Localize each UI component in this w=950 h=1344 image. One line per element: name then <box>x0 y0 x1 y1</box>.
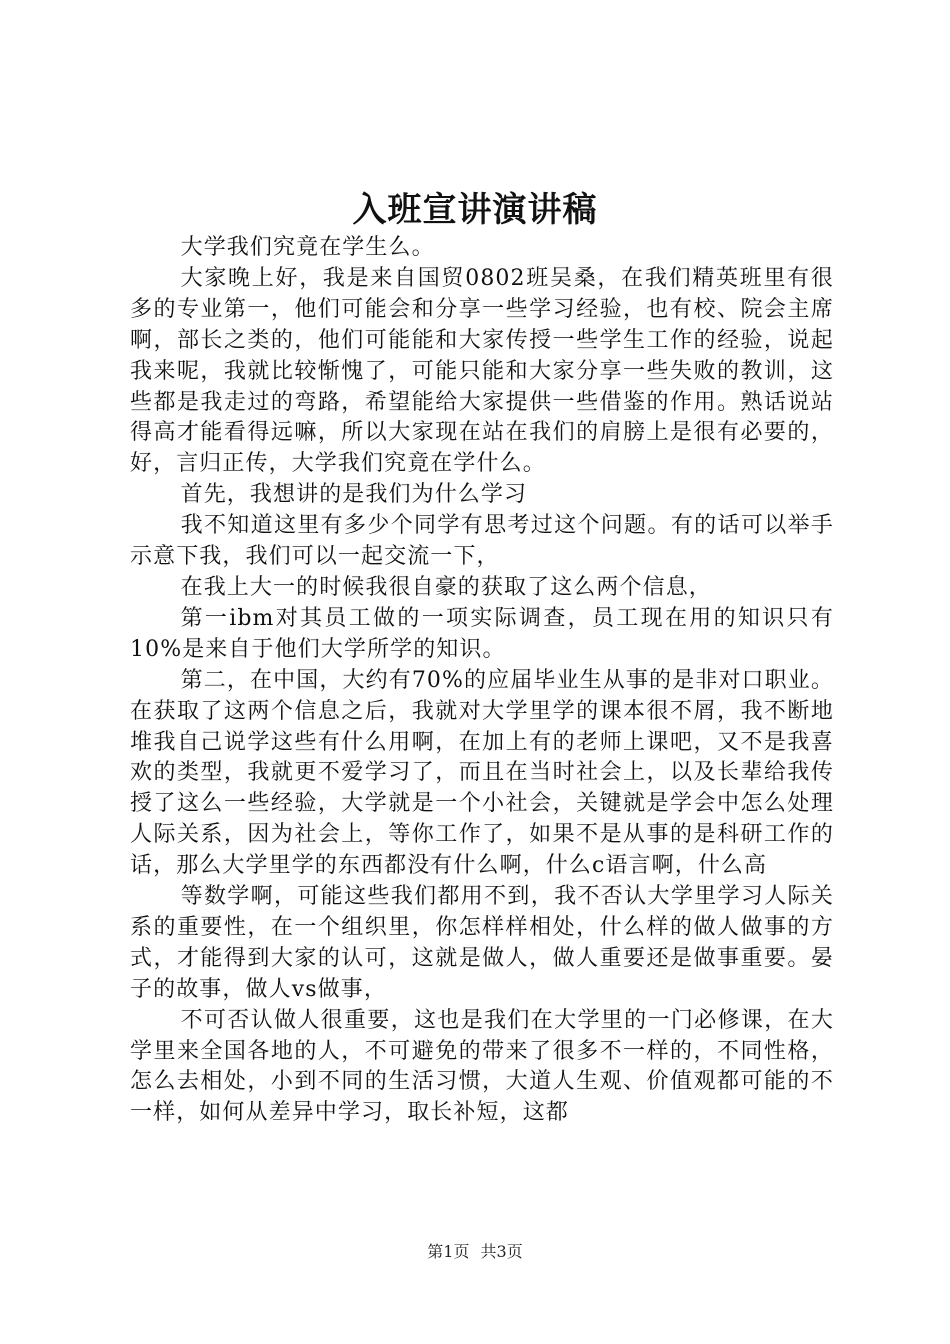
paragraph: 第二，在中国，大约有70%的应届毕业生从事的是非对口职业。在获取了这两个信息之后，我就对大学里学的课本很不屑，我不断地堆我自己说学这些有什么用啊，在加上有的老师上课吧，又不是我喜欢的类型，我就更不爱学习了，而且在当时社会上，以及长辈给我传授了这么一些经验，大学就是一个小社会，关键就是学会中怎么处理人际关系，因为社会上，等你工作了，如果不是从事的是科研工作的话，那么大学里学的东西都没有什么啊，什么c语言啊，什么高 <box>130 667 834 879</box>
page-number: 第1页 <box>427 1242 470 1261</box>
document-body <box>130 233 834 1129</box>
paragraph: 首先，我想讲的是我们为什么学习 <box>180 482 528 508</box>
paragraph: 在我上大一的时候我很自豪的获取了这么两个信息， <box>180 574 712 600</box>
paragraph: 我不知道这里有多少个同学有思考过这个问题。有的话可以举手示意下我，我们可以一起交流一下， <box>130 513 834 570</box>
paragraph: 第一ibm对其员工做的一项实际调查，员工现在用的知识只有10%是来自于他们大学所学的知识。 <box>130 605 834 662</box>
paragraph: 大家晚上好，我是来自国贸0802班吴桑，在我们精英班里有很多的专业第一，他们可能会和分享一些学习经验，也有校、院会主席啊，部长之类的，他们可能能和大家传授一些学生工作的经验，说起我来呢，我就比较惭愧了，可能只能和大家分享一些失败的教训，这些都是我走过的弯路，希望能给大家提供一些借鉴的作用。熟话说站得高才能看得远嘛，所以大家现在站在我们的肩膀上是很有必要的，好，言归正传，大学我们究竟在学什么。 <box>130 265 834 477</box>
paragraph: 等数学啊，可能这些我们都用不到，我不否认大学里学习人际关系的重要性，在一个组织里，你怎样样相处，什么样的做人做事的方式，才能得到大家的认可，这就是做人，做人重要还是做事重要。晏子的故事，做人vs做事， <box>130 884 834 1002</box>
paragraph: 不可否认做人很重要，这也是我们在大学里的一门必修课，在大学里来全国各地的人，不可避免的带来了很多不一样的，不同性格，怎么去相处，小到不同的生活习惯，大道人生观、价值观都可能的不一样，如何从差异中学习，取长补短，这都 <box>130 1007 834 1126</box>
page-footer <box>0 1240 950 1264</box>
paragraph: 大学我们究竟在学生么。 <box>180 235 435 260</box>
document-title: 入班宣讲演讲稿 <box>352 190 598 230</box>
page-total: 共3页 <box>480 1242 523 1261</box>
